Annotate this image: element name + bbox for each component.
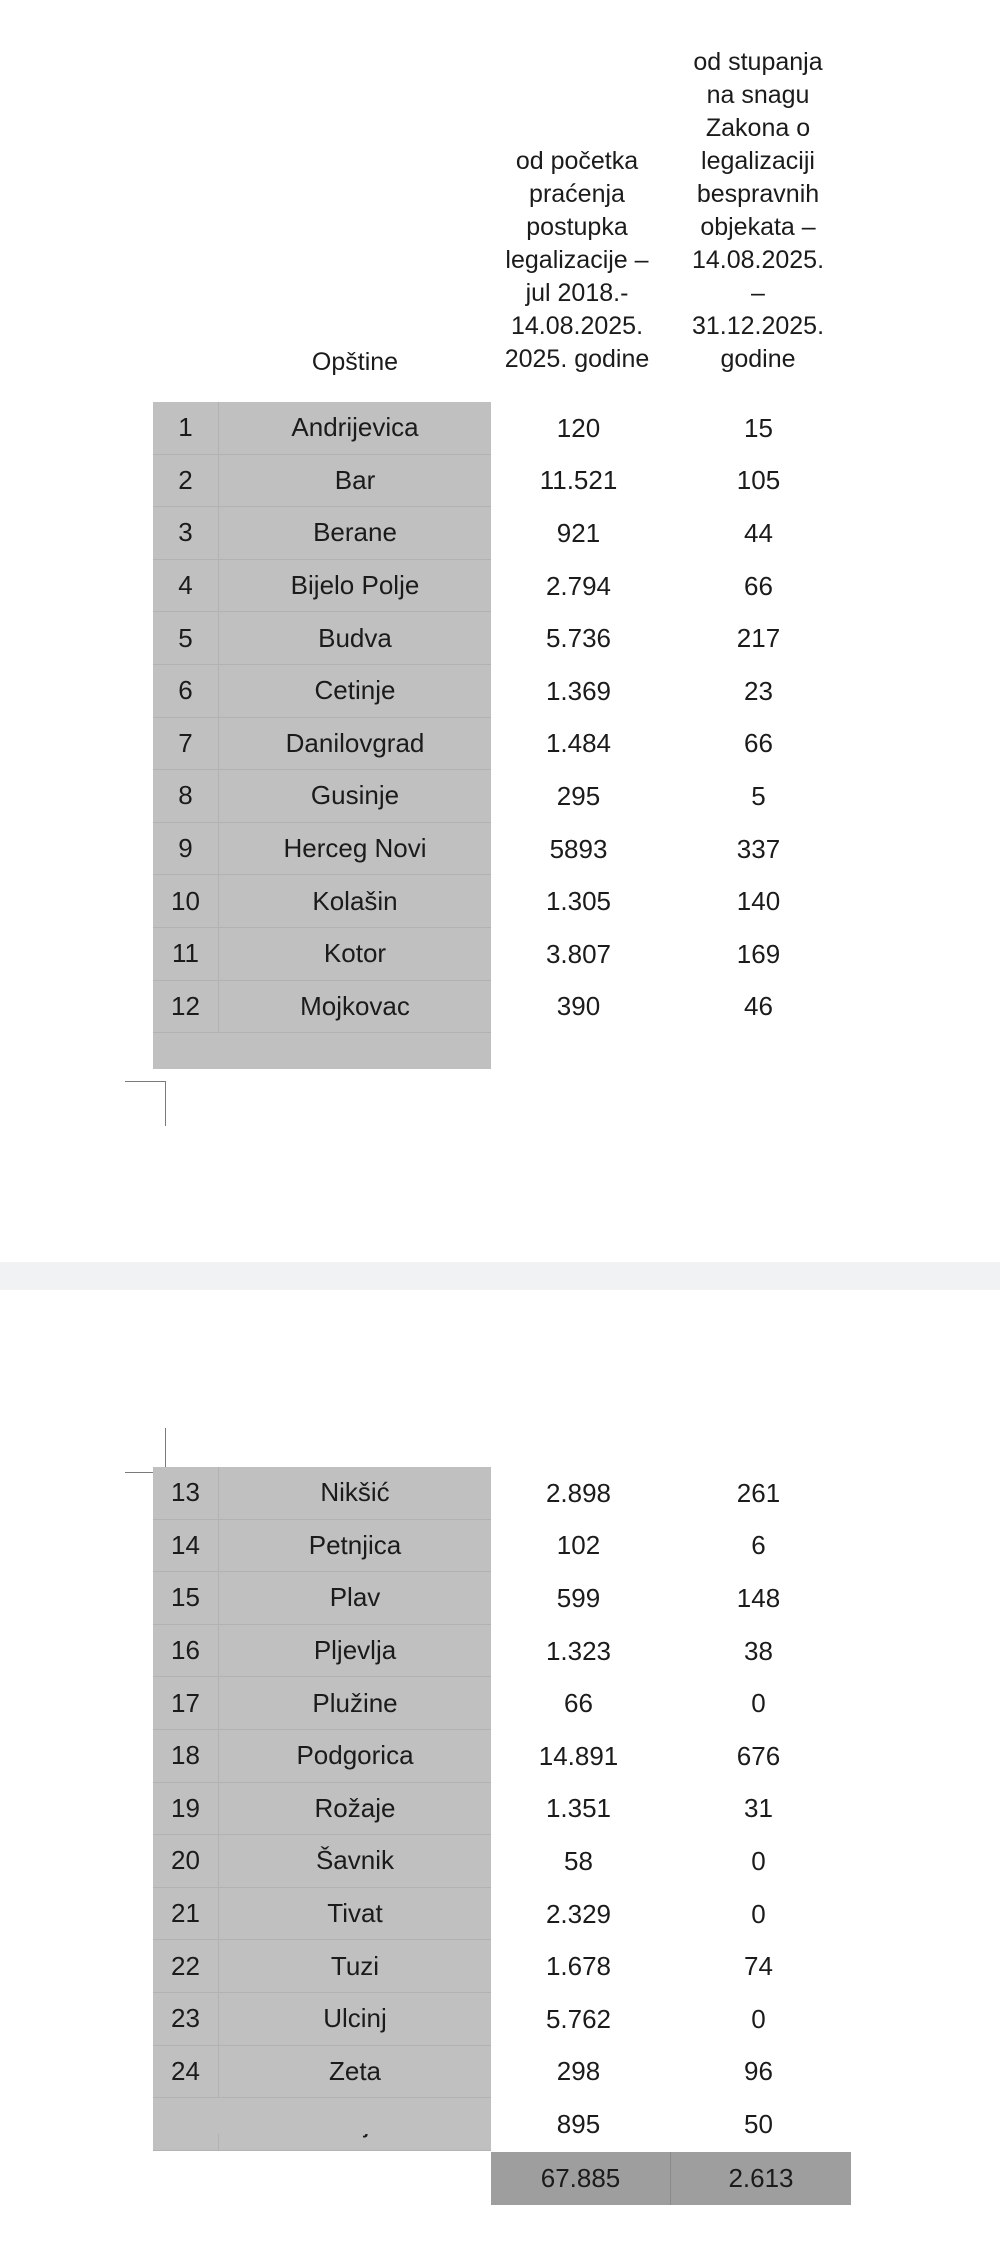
value-since-law: 0: [751, 1688, 766, 1719]
table-row: [153, 1625, 853, 1678]
value-since-law: 6: [751, 1530, 766, 1561]
header-line: jul 2018.-: [525, 279, 629, 307]
municipality-name: Šavnik: [219, 1835, 491, 1888]
value-since-law: 337: [736, 833, 781, 864]
row-number: 20: [153, 1835, 219, 1888]
table-row: [153, 981, 853, 1034]
row-number: 3: [153, 507, 219, 560]
value-since-law: 50: [744, 2108, 773, 2139]
value-since-law: 676: [736, 1740, 781, 1771]
value-since-start: 66: [564, 1688, 593, 1719]
header-line: objekata –: [700, 213, 816, 241]
value-since-law: 15: [744, 412, 773, 443]
header-line: praćenja: [529, 180, 625, 208]
value-since-law: 74: [744, 1951, 773, 1982]
municipality-name: Rožaje: [219, 1783, 491, 1836]
value-since-start: 2.794: [545, 570, 612, 601]
municipality-name: Plužine: [219, 1677, 491, 1730]
value-since-start: 120: [556, 412, 601, 443]
municipality-name: Podgorica: [219, 1730, 491, 1783]
value-since-start: 1.678: [545, 1951, 612, 1982]
municipality-name: Petnjica: [219, 1520, 491, 1573]
value-since-start: 3.807: [545, 938, 612, 969]
value-since-start: 5893: [549, 833, 608, 864]
table-shaded-tail: [153, 1033, 491, 1069]
value-since-start: 14.891: [538, 1740, 619, 1771]
table-row: [153, 1993, 853, 2046]
value-since-law: 23: [744, 675, 773, 706]
value-since-start: 2.898: [545, 1477, 612, 1508]
municipality-name: Zeta: [219, 2046, 491, 2099]
row-number: 6: [153, 665, 219, 718]
table-row: [153, 1572, 853, 1625]
row-number: 11: [153, 928, 219, 981]
value-since-start: 1.351: [545, 1793, 612, 1824]
header-col-since-law: [672, 46, 844, 376]
row-number: 23: [153, 1993, 219, 2046]
total-since-law: 2.613: [671, 2152, 851, 2205]
table-row: [153, 718, 853, 771]
table-row: [153, 875, 853, 928]
value-since-law: 66: [744, 728, 773, 759]
value-since-law: 217: [736, 623, 781, 654]
table-row: [153, 1835, 853, 1888]
legalization-table-part-2: [153, 1467, 853, 2151]
table-shaded-tail: [153, 2098, 491, 2134]
header-line: 14.08.2025.: [510, 312, 644, 340]
municipality-name: Herceg Novi: [219, 823, 491, 876]
value-since-start: 1.305: [545, 886, 612, 917]
value-since-start: 102: [556, 1530, 601, 1561]
value-since-start: 895: [556, 2108, 601, 2139]
header-municipalities: Opštine: [311, 348, 399, 376]
table-row: [153, 665, 853, 718]
value-since-start: 298: [556, 2056, 601, 2087]
table-row: [153, 612, 853, 665]
value-since-law: 105: [736, 465, 781, 496]
value-since-start: 921: [556, 517, 601, 548]
value-since-start: 295: [556, 780, 601, 811]
row-number: 5: [153, 612, 219, 665]
row-number: 4: [153, 560, 219, 613]
value-since-law: 148: [736, 1582, 781, 1613]
municipality-name: Budva: [219, 612, 491, 665]
row-number: 22: [153, 1940, 219, 1993]
row-number: 10: [153, 875, 219, 928]
municipality-name: Berane: [219, 507, 491, 560]
value-since-law: 140: [736, 886, 781, 917]
value-since-start: 599: [556, 1582, 601, 1613]
table-row: [153, 1677, 853, 1730]
header-line: postupka: [526, 213, 628, 241]
header-line: 14.08.2025.: [691, 246, 825, 274]
municipality-name: Cetinje: [219, 665, 491, 718]
row-number: 15: [153, 1572, 219, 1625]
value-since-law: 0: [751, 2003, 766, 2034]
value-since-law: 261: [736, 1477, 781, 1508]
table-row: [153, 1783, 853, 1836]
municipality-name: Ulcinj: [219, 1993, 491, 2046]
municipality-name: Bar: [219, 455, 491, 508]
value-since-law: 5: [751, 780, 766, 811]
municipality-name: Kolašin: [219, 875, 491, 928]
table-row: [153, 560, 853, 613]
row-number: 19: [153, 1783, 219, 1836]
row-number: 21: [153, 1888, 219, 1941]
municipality-name: Nikšić: [219, 1467, 491, 1520]
municipality-name: Pljevlja: [219, 1625, 491, 1678]
table-row: [153, 507, 853, 560]
page-separator: [0, 1262, 1000, 1290]
table-row: [153, 1940, 853, 1993]
table-row: [153, 770, 853, 823]
row-number: 16: [153, 1625, 219, 1678]
value-since-law: 66: [744, 570, 773, 601]
table-row: [153, 1888, 853, 1941]
table-row: [153, 928, 853, 981]
municipality-name: Tuzi: [219, 1940, 491, 1993]
header-line: –: [751, 279, 765, 307]
row-number: 7: [153, 718, 219, 771]
row-number: 8: [153, 770, 219, 823]
row-number: 9: [153, 823, 219, 876]
value-since-start: 2.329: [545, 1898, 612, 1929]
value-since-start: 1.369: [545, 675, 612, 706]
value-since-start: 1.484: [545, 728, 612, 759]
value-since-law: 44: [744, 517, 773, 548]
row-number: 14: [153, 1520, 219, 1573]
header-line: od stupanja: [693, 48, 823, 76]
municipality-name: Andrijevica: [219, 402, 491, 455]
header-line: na snagu: [706, 81, 810, 109]
row-number: 1: [153, 402, 219, 455]
municipality-name: Tivat: [219, 1888, 491, 1941]
row-number: 12: [153, 981, 219, 1034]
header-line: 2025. godine: [504, 345, 650, 373]
municipality-name: Danilovgrad: [219, 718, 491, 771]
table-row: [153, 1467, 853, 1520]
row-number: 18: [153, 1730, 219, 1783]
value-since-law: 38: [744, 1635, 773, 1666]
row-number: 2: [153, 455, 219, 508]
header-line: 31.12.2025.: [691, 312, 825, 340]
header-line: legalizacije –: [505, 246, 649, 274]
table-row: [153, 2046, 853, 2099]
value-since-law: 96: [744, 2056, 773, 2087]
totals-row: [491, 2152, 851, 2205]
municipality-name: Bijelo Polje: [219, 560, 491, 613]
table-row: [153, 823, 853, 876]
value-since-law: 0: [751, 1845, 766, 1876]
table-row: [153, 455, 853, 508]
header-line: bespravnih: [696, 180, 820, 208]
value-since-start: 390: [556, 991, 601, 1022]
value-since-start: 5.736: [545, 623, 612, 654]
header-col-since-start: [492, 145, 662, 376]
row-number: 13: [153, 1467, 219, 1520]
municipality-name: Plav: [219, 1572, 491, 1625]
page-corner-mark: [125, 1081, 166, 1126]
municipality-name: Gusinje: [219, 770, 491, 823]
table-row: [153, 402, 853, 455]
value-since-start: 5.762: [545, 2003, 612, 2034]
value-since-law: 31: [744, 1793, 773, 1824]
value-since-law: 0: [751, 1898, 766, 1929]
header-line: legalizaciji: [701, 147, 815, 175]
value-since-law: 169: [736, 938, 781, 969]
table-row: [153, 1730, 853, 1783]
value-since-start: 58: [564, 1845, 593, 1876]
header-line: godine: [720, 345, 796, 373]
value-since-start: 11.521: [539, 465, 618, 496]
row-number: 17: [153, 1677, 219, 1730]
municipality-name: Mojkovac: [219, 981, 491, 1034]
legalization-table-part-1: [153, 402, 853, 1033]
header-line: od početka: [515, 147, 639, 175]
header-line: Zakona o: [705, 114, 811, 142]
value-since-law: 46: [744, 991, 773, 1022]
value-since-start: 1.323: [545, 1635, 612, 1666]
table-row: [153, 1520, 853, 1573]
municipality-name: Kotor: [219, 928, 491, 981]
total-since-start: 67.885: [491, 2152, 671, 2205]
row-number: 24: [153, 2046, 219, 2099]
